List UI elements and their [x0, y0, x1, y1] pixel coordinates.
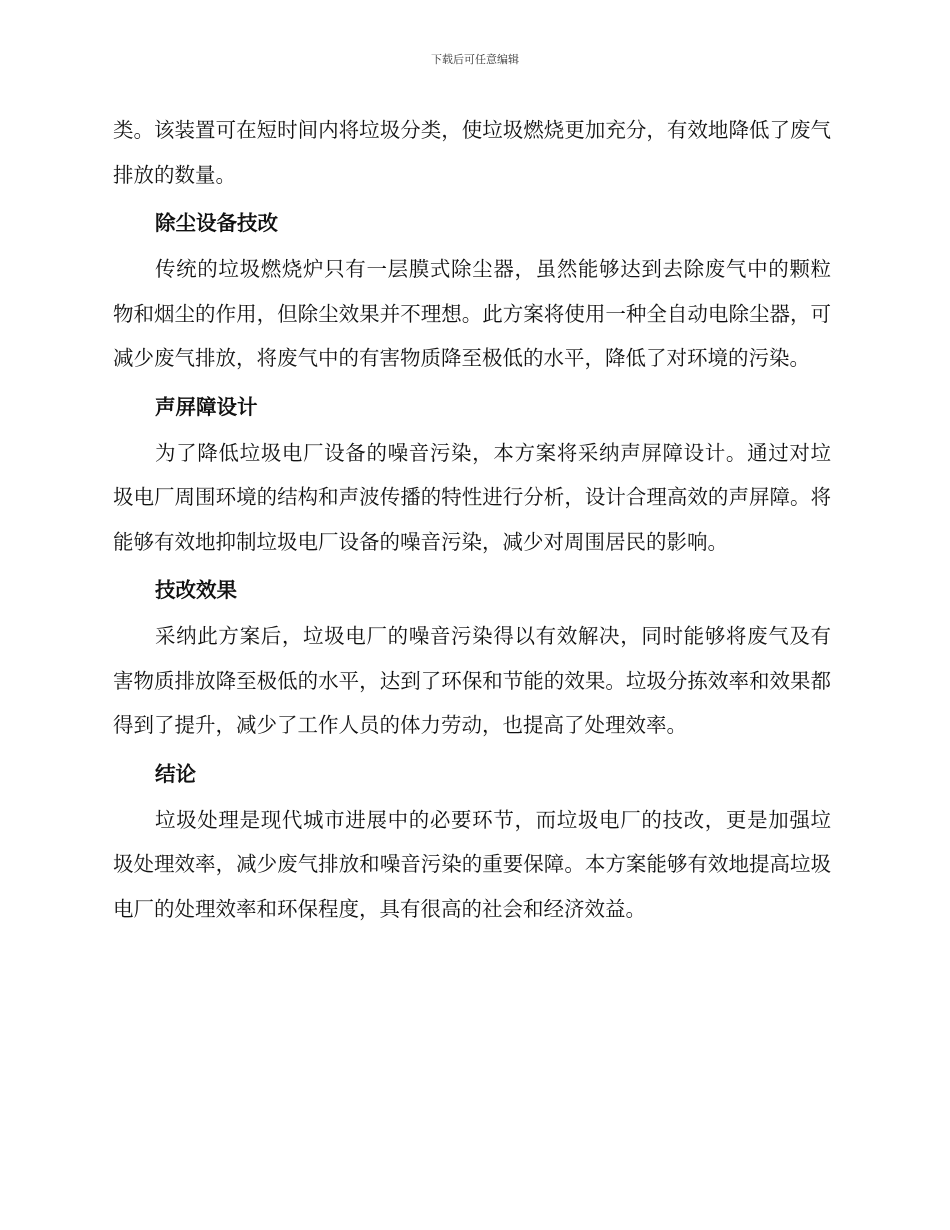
section-paragraph-sound-barrier: 为了降低垃圾电厂设备的噪音污染，本方案将采纳声屏障设计。通过对垃圾电厂周围环境的结构和声波传播的特性进行分析，设计合理高效的声屏障。将能够有效地抑制垃圾电厂设备的噪音污染，减少对周围居民的影响。: [113, 440, 831, 554]
section-paragraph-conclusion: 垃圾处理是现代城市进展中的必要环节，而垃圾电厂的技改，更是加强垃圾处理效率，减少废气排放和噪音污染的重要保障。本方案能够有效地提高垃圾电厂的处理效率和环保程度，具有很高的社会和经济效益。: [113, 807, 831, 921]
section-heading-retrofit-effect: 技改效果: [155, 578, 237, 602]
section-paragraph-dust-removal: 传统的垃圾燃烧炉只有一层膜式除尘器，虽然能够达到去除废气中的颗粒物和烟尘的作用，但除尘效果并不理想。此方案将使用一种全自动电除尘器，可减少废气排放，将废气中的有害物质降至极低的水平，降低了对环境的污染。: [113, 257, 831, 370]
section-heading-dust-removal: 除尘设备技改: [155, 211, 278, 235]
section-paragraph-retrofit-effect: 采纳此方案后，垃圾电厂的噪音污染得以有效解决，同时能够将废气及有害物质排放降至极低的水平，达到了环保和节能的效果。垃圾分拣效率和效果都得到了提升，减少了工作人员的体力劳动，也提高了处理效率。: [113, 624, 831, 737]
continuation-paragraph: 类。该装置可在短时间内将垃圾分类，使垃圾燃烧更加充分，有效地降低了废气排放的数量。: [113, 118, 831, 187]
section-heading-sound-barrier: 声屏障设计: [155, 394, 258, 419]
page-header-note: 下载后可任意编辑: [431, 53, 519, 66]
document-body: [113, 108, 831, 931]
section-heading-conclusion: 结论: [155, 761, 196, 786]
